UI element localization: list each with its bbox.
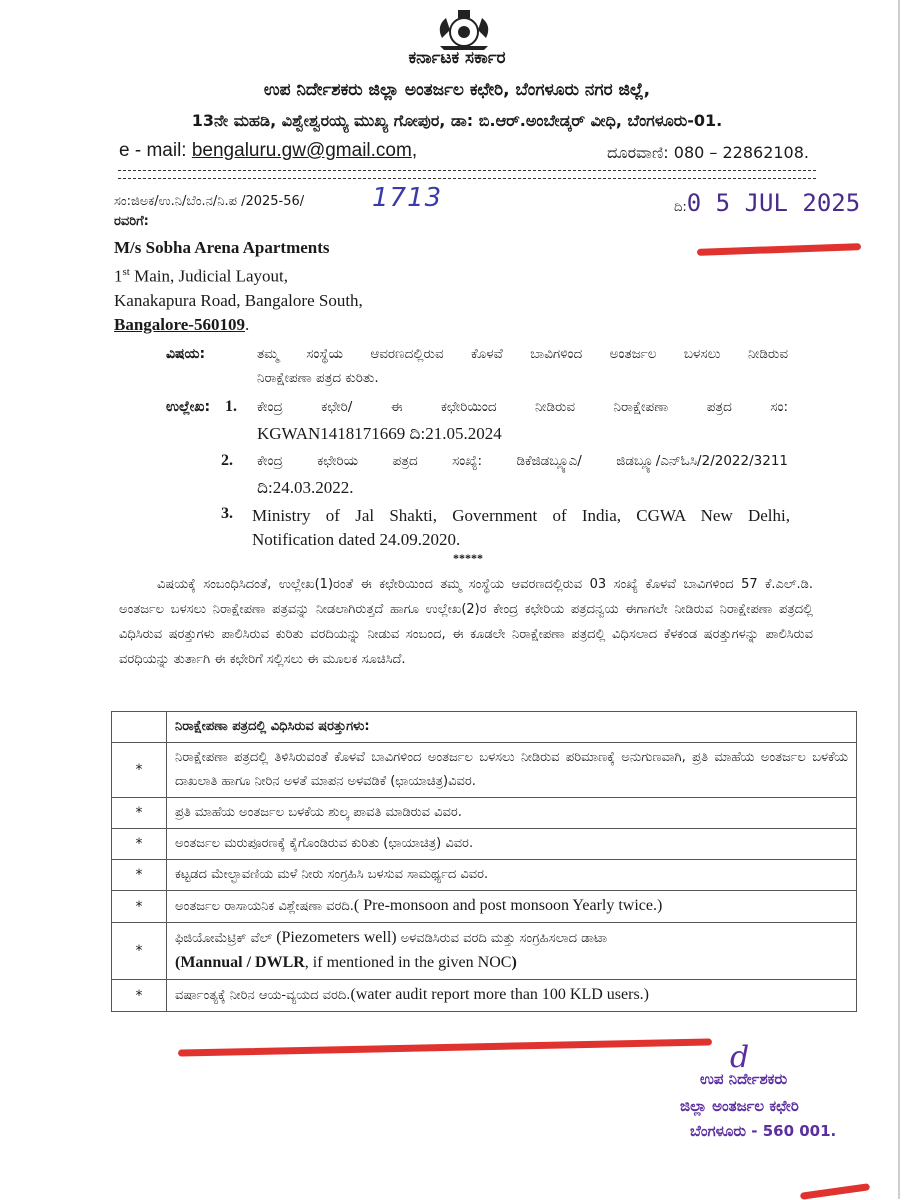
office-address: 13ನೇ ಮಹಡಿ, ವಿಶ್ವೇಶ್ವರಯ್ಯ ಮುಖ್ಯ ಗೋಪುರ, ಡಾ: ಬಿ.ಆರ್.ಅಂಬೇಡ್ಕರ್ ವೀಧಿ, ಬೆಂಗಳೂರು-01. [191, 111, 723, 130]
subject-line1: ತಮ್ಮ ಸಂಸ್ಥೆಯ ಆವರಣದಲ್ಲಿರುವ ಕೊಳವೆ ಬಾವಿಗಳಿಂದ ಅಂತರ್ಜಲ ಬಳಸಲು ನೀಡಿರುವ [257, 346, 788, 362]
conditions-header-mark-cell [112, 712, 167, 743]
phone-number: ದೂರವಾಣಿ: 080 – 22862108. [607, 143, 809, 162]
subject-label: ವಿಷಯ: [166, 346, 206, 362]
recipient-line1-rest: Main, Judicial Layout, [129, 266, 289, 286]
email-label: e - mail: [119, 140, 187, 161]
condition-bullet: * [112, 798, 167, 829]
recipient-line3 [114, 313, 363, 337]
condition-bullet: * [112, 829, 167, 860]
recipient-line1 [114, 260, 363, 289]
condition-text: ನಿರಾಕ್ಷೇಪಣಾ ಪತ್ರದಲ್ಲಿ ತಿಳಿಸಿರುವಂತೆ ಕೊಳವೆ ಬಾವಿಗಳಿಂದ ಅಂತರ್ಜಲ ಬಳಸಲು ನೀಡಿರುವ ಪರಿಮಾಣಕ್ಕೆ ಅನುಗುಣವಾಗಿ, ಪ್ರತಿ ಮಾಹೆಯ ಅಂತರ್ಜಲ ಬಳಕೆಯ ದಾಖಲಾತಿ ಹಾಗೂ ನೀರಿನ ಅಳತೆ ಮಾಪನ ಅಳವಡಿಕೆ (ಛಾಯಾಚಿತ್ರ)ವಿವರ. [167, 743, 857, 798]
reference-2-line2: ದಿ:24.03.2022. [257, 478, 354, 497]
reference-3-line1: Ministry of Jal Shakti, Government of India, CGWA New Delhi, [252, 506, 790, 525]
reference-1-line2: KGWAN1418171669 ದಿ:21.05.2024 [257, 424, 502, 443]
handwritten-number: 1713 [372, 183, 443, 213]
condition-text-bold2: ) [511, 954, 517, 971]
subject-line2: ನಿರಾಕ್ಷೇಪಣಾ ಪತ್ರದ ಕುರಿತು. [257, 370, 379, 386]
signature-mark: d [730, 1040, 750, 1075]
recipient-line1-num: 1 [114, 266, 123, 286]
condition-row [112, 923, 857, 980]
date-stamp-value: 0 5 JUL 2025 [686, 189, 861, 217]
reference-number: ಸಂ:ಜಿಅಕ/ಉ.ನಿ/ಬೆಂ.ನ/ನಿ.ಪ /2025-56/ [114, 194, 305, 209]
condition-row [112, 891, 857, 923]
condition-text-kn: ಅಂತರ್ಜಲ ರಾಸಾಯನಿಕ ವಿಶ್ಲೇಷಣಾ ವರದಿ. [175, 899, 354, 914]
condition-text [167, 980, 857, 1012]
email-suffix: , [411, 140, 418, 161]
condition-text: ಅಂತರ್ಜಲ ಮರುಪೂರಣಕ್ಕೆ ಕೈಗೊಂಡಿರುವ ಕುರಿತು (ಛಾಯಾಚಿತ್ರ) ವಿವರ. [167, 829, 857, 860]
condition-row [112, 829, 857, 860]
recipient-line2: Kanakapura Road, Bangalore South, [114, 290, 363, 310]
signatory-designation: ಉಪ ನಿರ್ದೇಶಕರು [700, 1070, 788, 1088]
condition-text [167, 891, 857, 923]
condition-text-kn2: ಅಳವಡಿಸಿರುವ ವರದಿ ಮತ್ತು ಸಂಗ್ರಹಿಸಲಾದ ಡಾಟಾ [400, 931, 608, 946]
email-link[interactable]: bengaluru.gw@gmail.com [191, 140, 412, 161]
condition-bullet: * [112, 860, 167, 891]
recipient-name: M/s Sobha Arena Apartments [114, 238, 330, 257]
condition-bullet: * [112, 743, 167, 798]
date-stamp [674, 189, 860, 217]
condition-bullet: * [112, 980, 167, 1012]
contact-row [119, 140, 809, 162]
reference-1-line1: ಕೇಂದ್ರ ಕಛೇರಿ/ ಈ ಕಛೇರಿಯಿಂದ ನೀಡಿರುವ ನಿರಾಕ್ಷೇಪಣಾ ಪತ್ರದ ಸಂ: [257, 399, 788, 415]
recipient-pincode: Bangalore-560109 [114, 314, 245, 334]
condition-row [112, 743, 857, 798]
condition-text-en2: , if mentioned in the given NOC [304, 954, 512, 971]
recipient-address [114, 236, 363, 337]
karnataka-emblem-icon [432, 8, 496, 50]
condition-row [112, 798, 857, 829]
condition-text: ಪ್ರತಿ ಮಾಹೆಯ ಅಂತರ್ಜಲ ಬಳಕೆಯ ಶುಲ್ಕ ಪಾವತಿ ಮಾಡಿರುವ ವಿವರ. [167, 798, 857, 829]
condition-bullet: * [112, 891, 167, 923]
reference-3-number: 3. [221, 505, 233, 522]
date-prefix: ದಿ: [674, 200, 687, 215]
conditions-header-row [112, 712, 857, 743]
condition-text-kn: ಫಿಜಿಯೋಮೆಟ್ರಿಕ್ ವೆಲ್ [175, 931, 273, 946]
reference-2-number: 2. [221, 452, 233, 469]
condition-text: ಕಟ್ಟಡದ ಮೇಲ್ಛಾವಣಿಯ ಮಳೆ ನೀರು ಸಂಗ್ರಹಿಸಿ ಬಳಸುವ ಸಾಮರ್ಥ್ಯದ ವಿವರ. [167, 860, 857, 891]
to-label: ರವರಿಗೆ: [114, 214, 149, 229]
condition-text [167, 923, 857, 980]
header-divider-1 [118, 170, 816, 171]
body-paragraph: ವಿಷಯಕ್ಕೆ ಸಂಬಂಧಿಸಿದಂತೆ, ಉಲ್ಲೇಖ(1)ರಂತೆ ಈ ಕಛೇರಿಯಿಂದ ತಮ್ಮ ಸಂಸ್ಥೆಯ ಆವರಣದಲ್ಲಿರುವ 03 ಸಂಖ್ಯೆ ಕೊಳವೆ ಬಾವಿಗಳಿಂದ 57 ಕೆ.ಎಲ್.ಡಿ. ಅಂತರ್ಜಲ ಬಳಸಲು ನಿರಾಕ್ಷೇಪಣಾ ಪತ್ರವನ್ನು ನೀಡಲಾಗಿರುತ್ತದೆ ಹಾಗೂ ಉಲ್ಲೇಖ(2)ರ ಕೇಂದ್ರ ಕಛೇರಿಯ ಪತ್ರದನ್ವಯ ಈಗಾಗಲೇ ನೀಡಿರುವ ನಿರಾಕ್ಷೇಪಣಾ ಪತ್ರದಲ್ಲಿ ವಿಧಿಸಿರುವ ಷರತ್ತುಗಳು ಪಾಲಿಸಿರುವ ಕುರಿತು ವರದಿಯನ್ನು ನೀಡುವ ಸಂಬಂದ, ಈ ಕೂಡಲೇ ನಿರಾಕ್ಷೇಪಣಾ ಪತ್ರದಲ್ಲಿ ವಿಧಿಸಲಾದ ಕೆಳಕಂಡ ಷರತ್ತುಗಳನ್ನು ಪಾಲಿಸಿರುವ ವರಧಿಯನ್ನು ತುರ್ತಾಗಿ ಈ ಕಛೇರಿಗೆ ಸಲ್ಲಿಸಲು ಈ ಮೂಲಕ ಸೂಚಿಸಿದೆ. [119, 577, 813, 667]
condition-text-kn: ವರ್ಷಾಂತ್ಯಕ್ಕೆ ನೀರಿನ ಆಯ-ವ್ಯಯದ ವರದಿ. [175, 988, 351, 1003]
condition-text-en: ( Pre-monsoon and post monsoon Yearly twice.) [353, 897, 663, 914]
signatory-office: ಜಿಲ್ಲಾ ಅಂತರ್ಜಲ ಕಛೇರಿ [680, 1097, 799, 1115]
recipient-line3-suffix: . [244, 314, 250, 334]
office-name: ಉಪ ನಿರ್ದೇಶಕರು ಜಿಲ್ಲಾ ಅಂತರ್ಜಲ ಕಛೇರಿ, ಬೆಂಗಳೂರು ನಗರ ಜಿಲ್ಲೆ, [263, 80, 651, 100]
signatory-city: ಬೆಂಗಳೂರು - 560 001. [690, 1122, 837, 1140]
separator-stars: ***** [453, 551, 483, 565]
condition-text-en: (water audit report more than 100 KLD users.) [350, 986, 650, 1003]
condition-text-bold: (Mannual / DWLR [175, 954, 305, 971]
reference-1-number: 1. [225, 398, 237, 415]
conditions-header: ನಿರಾಕ್ಷೇಪಣಾ ಪತ್ರದಲ್ಲಿ ವಿಧಿಸಿರುವ ಷರತ್ತುಗಳು: [167, 712, 857, 743]
condition-text-en: (Piezometers well) [272, 929, 401, 946]
government-title: ಕರ್ನಾಟಕ ಸರ್ಕಾರ [408, 48, 506, 68]
condition-row [112, 860, 857, 891]
recipient-line1-sup: st [122, 266, 130, 278]
reference-2-line1: ಕೇಂದ್ರ ಕಛೇರಿಯ ಪತ್ರದ ಸಂಖ್ಯೆ: ಡಿಕೆಜಿಡಬ್ಲ್ಯೂಎ/ ಜಿಡಬ್ಲ್ಯೂ/ಎನ್‌ಓಸಿ/2/2022/3211 [257, 453, 788, 469]
condition-bullet: * [112, 923, 167, 980]
header-divider-2 [118, 178, 816, 179]
conditions-table [111, 711, 857, 1012]
references-label: ಉಲ್ಲೇಖ: [166, 399, 211, 415]
condition-row [112, 980, 857, 1012]
reference-3-line2: Notification dated 24.09.2020. [252, 530, 461, 549]
